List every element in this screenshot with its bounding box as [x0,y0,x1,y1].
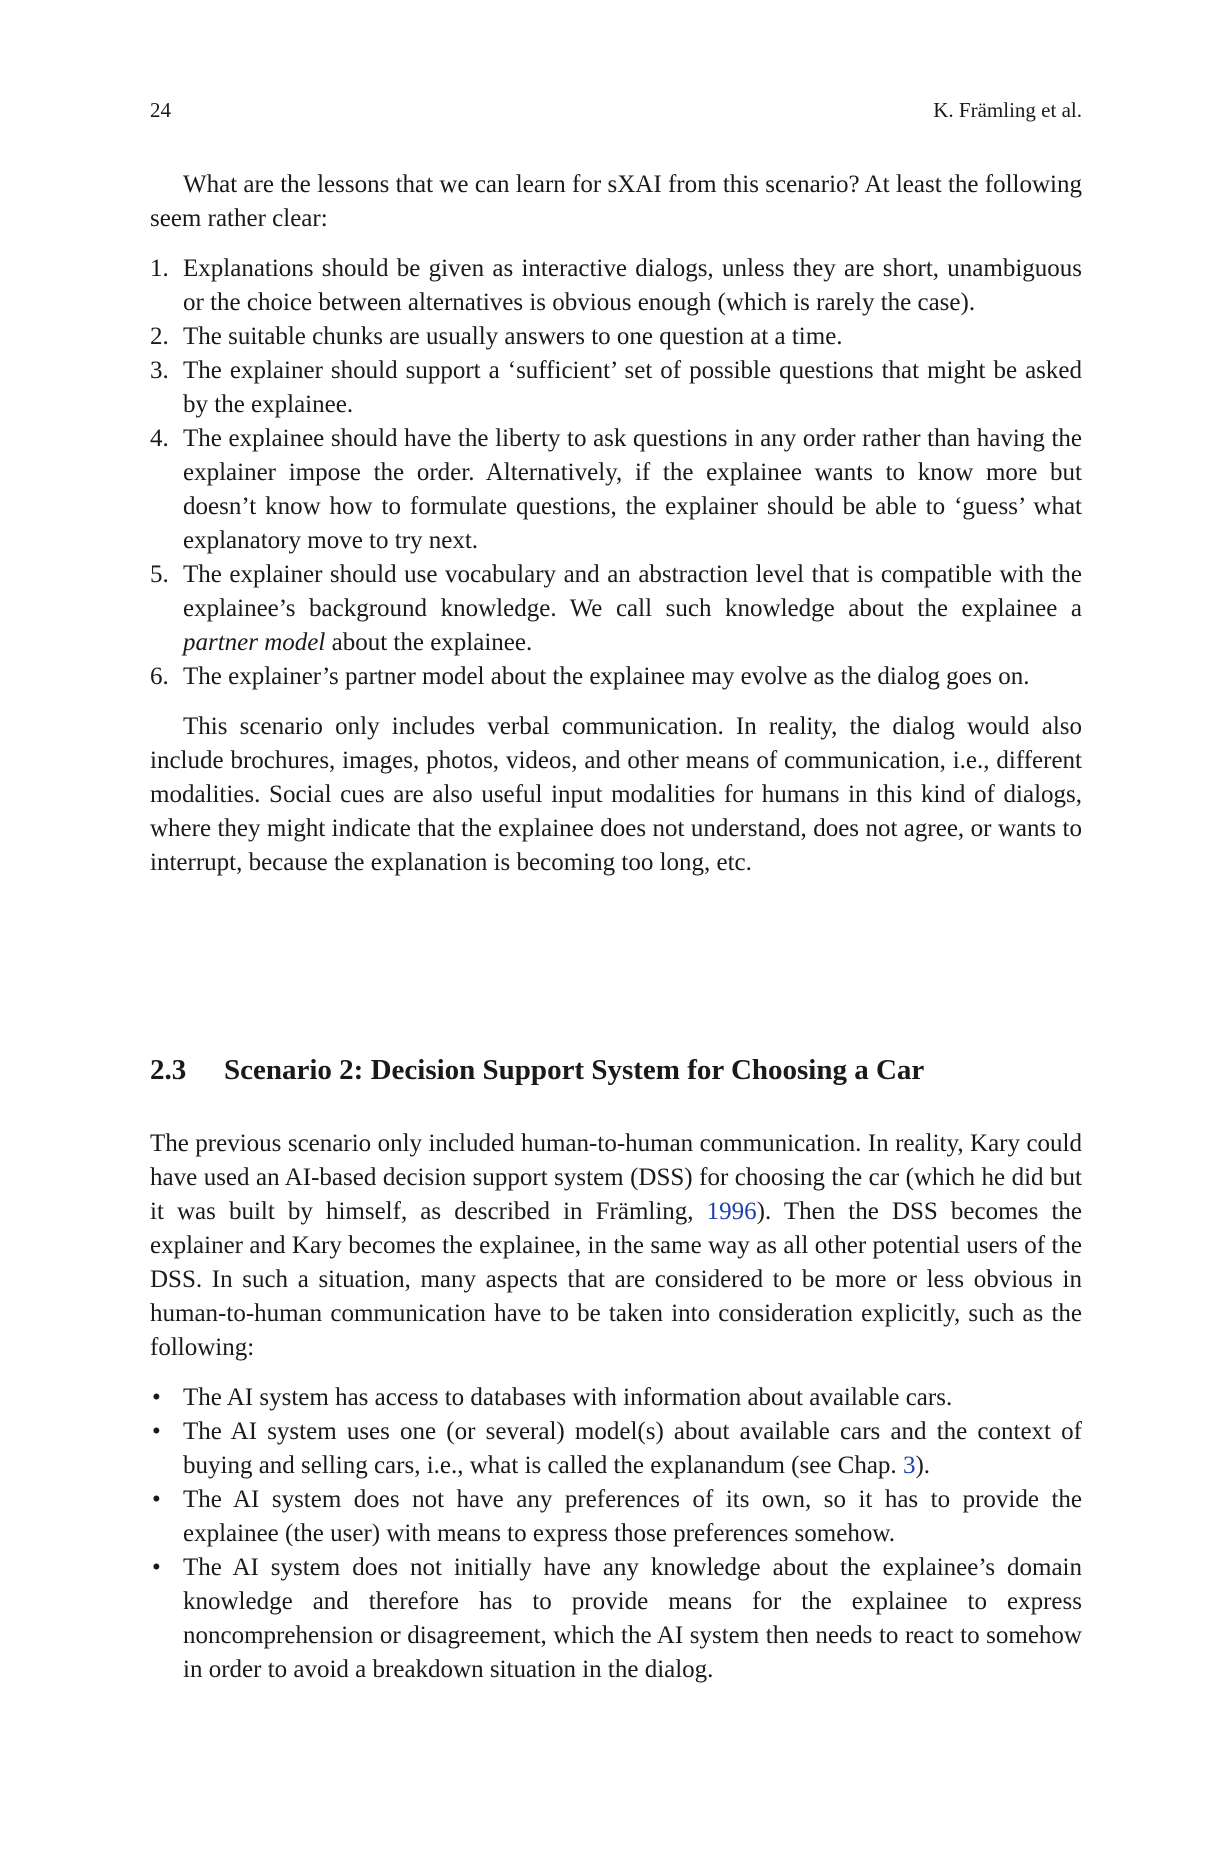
section-heading [150,1052,1082,1088]
section-title: Scenario 2: Decision Support System for Choosing a Car [224,1054,925,1086]
body-text-top [150,168,1082,880]
list-item-text-after: about the explainee. [325,629,533,656]
body-text-bottom [150,1127,1082,1687]
list-item [150,660,1082,694]
list-item-text: The explainee should have the liberty to ask questions in any order rather than having the explainer impose the order. Alternatively, if the explainee wants to know more but doesn’t know how to formulate questions, the explainer should be able to ‘guess’ what explanatory move to try next. [183,425,1082,554]
lessons-list [150,252,1082,694]
modalities-paragraph: This scenario only includes verbal communication. In reality, the dialog would also include brochures, images, photos, videos, and other means of communication, i.e., different modalities. Social cues are also useful input modalities for humans in this kind of dialogs, where they might indicate that the explainee does not understand, does not agree, or wants to interrupt, because the explanation is becoming too long, etc. [150,713,1082,876]
list-item [150,252,1082,320]
dss-paragraph [150,1127,1082,1365]
list-item-text: The AI system does not initially have any knowledge about the explainee’s domain knowledge and therefore has to provide means for the explainee to express noncomprehension or disagreement, which the AI system then needs to react to somehow in order to avoid a breakdown situation in the dialog. [183,1554,1082,1683]
list-item-text: The AI system has access to databases with information about available cars. [183,1384,953,1411]
list-item [150,1381,1082,1415]
bullet-icon: • [152,1384,161,1411]
list-item [150,422,1082,558]
list-item-text: Explanations should be given as interactive dialogs, unless they are short, unambiguous or the choice between alternatives is obvious enough (which is rarely the case). [183,255,1082,316]
intro-paragraph: What are the lessons that we can learn for sXAI from this scenario? At least the following seem rather clear: [150,171,1082,232]
dss-paragraph-text: The previous scenario only included human-to-human communication. In reality, Kary could have used an AI-based decision support system (DSS) for choosing the car (which he did but it was built by himself, as described in Främling, [150,1130,1082,1225]
list-number: 4. [150,425,169,452]
dss-paragraph-text-after: ). Then the DSS becomes the explainer and Kary becomes the explainee, in the same way as all other potential users of the DSS. In such a situation, many aspects that are considered to be more or less obvious in human-to-human communication have to be taken into consideration explicitly, such as the following: [150,1198,1082,1361]
list-item [150,558,1082,660]
list-item [150,1483,1082,1551]
list-item [150,320,1082,354]
list-item-text-after: ). [915,1452,931,1479]
section-number: 2.3 [150,1054,187,1086]
list-item [150,1551,1082,1687]
list-item-text: The explainer should use vocabulary and an abstraction level that is compatible with the explainee’s background knowledge. We call such knowledge about the explainee a [183,561,1082,622]
citation-link-1996[interactable]: 1996 [706,1198,757,1225]
list-number: 2. [150,323,169,350]
bullet-icon: • [152,1486,161,1513]
list-item-text: The explainer should support a ‘sufficient’ set of possible questions that might be asked by the explainee. [183,357,1082,418]
running-head-authors: K. Främling et al. [933,98,1082,122]
chapter-link-3[interactable]: 3 [902,1452,916,1479]
list-item-text: The AI system does not have any preferences of its own, so it has to provide the explainee (the user) with means to express those preferences somehow. [183,1486,1082,1547]
list-number: 5. [150,561,169,588]
list-number: 3. [150,357,169,384]
list-item [150,1415,1082,1483]
list-number: 1. [150,255,169,282]
list-item-text: The suitable chunks are usually answers to one question at a time. [183,323,843,350]
list-item-text: The AI system uses one (or several) model(s) about available cars and the context of buying and selling cars, i.e., what is called the explanandum (see Chap. [183,1418,1082,1479]
bullet-icon: • [152,1418,161,1445]
aspects-list [150,1381,1082,1687]
list-item [150,354,1082,422]
list-item-text: The explainer’s partner model about the explainee may evolve as the dialog goes on. [183,663,1030,690]
list-number: 6. [150,663,169,690]
emphasis-partner-model: partner model [183,629,326,656]
bullet-icon: • [152,1554,161,1581]
page-number: 24 [150,98,171,122]
